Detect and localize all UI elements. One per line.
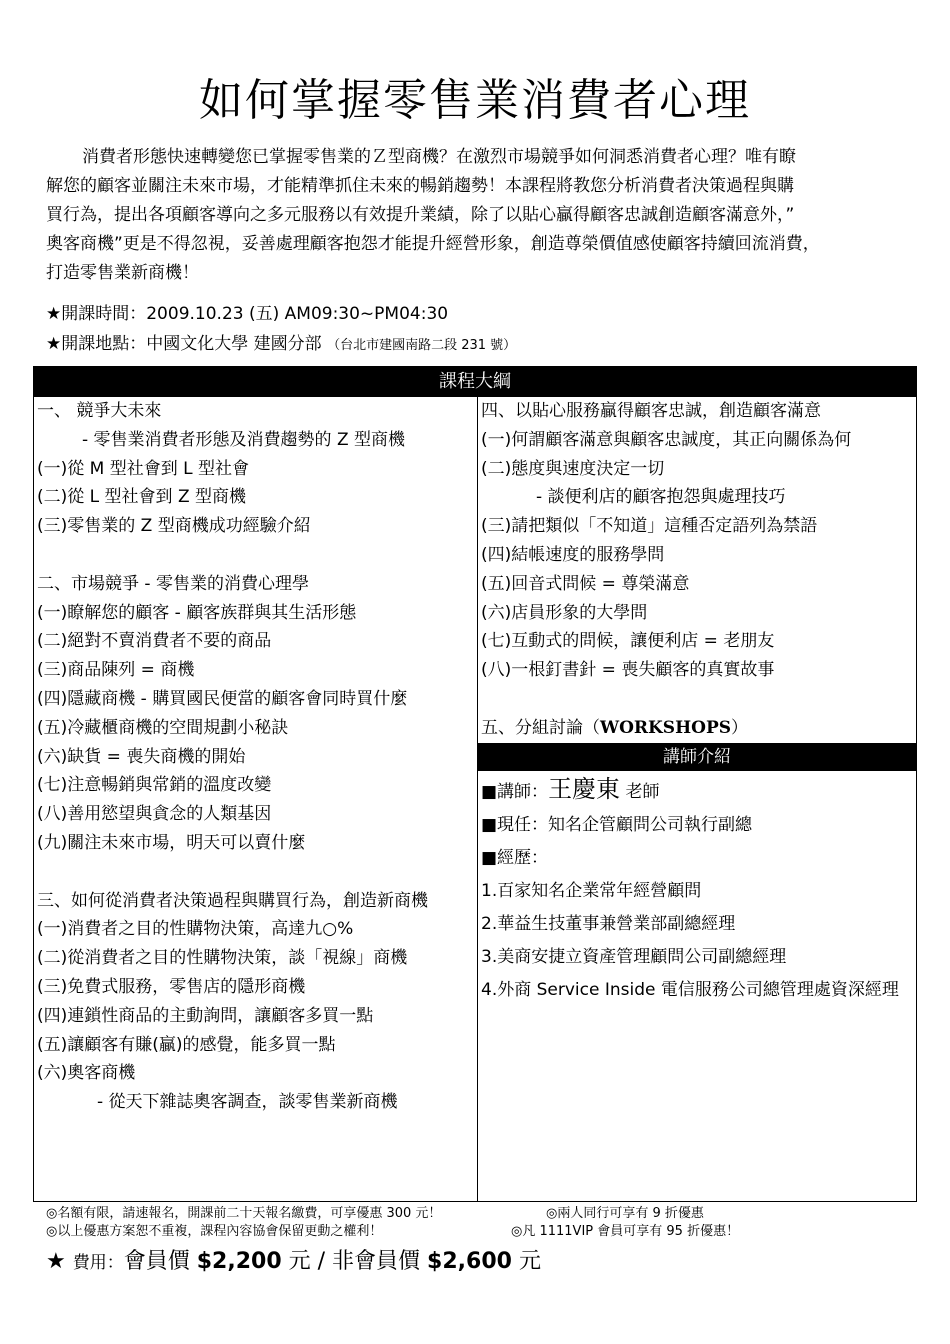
outline-item: (八)善用慾望與貪念的人類基因 [37,804,272,825]
intro-line: 奧客商機”更是不得忽視，妥善處理顧客抱怨才能提升經營形象，創造尊榮價值感使顧客持續回流消費， [46,234,820,254]
lecturer-title: 老師 [620,781,660,802]
outline-item: (四)隱藏商機 - 購買國民便當的顧客會同時買什麼 [37,688,408,709]
workshop-suffix: ） [731,717,749,738]
outline-item: (九)關注未來市場，明天可以賣什麼 [37,832,306,853]
outline-spacer [37,541,477,570]
outline-item: (二)從 L 型社會到 Z 型商機 [37,487,246,508]
lecturer-exp-item: 1.百家知名企業常年經營顧問 [481,880,702,901]
outline-item: (二)從消費者之目的性購物決策，談「視線」商機 [37,948,408,969]
lecturer-exp-label: ■經歷： [481,847,549,868]
outline-spacer [37,858,477,887]
lecturer-label: ■講師： [481,781,549,802]
outline-item: (一)瞭解您的顧客 - 顧客族群與其生活形態 [37,602,357,623]
intro-line: 打造零售業新商機！ [46,263,199,283]
outline-item: (三)請把類似「不知道」這種否定語列為禁語 [481,516,818,537]
outline-item: 三、如何從消費者決策過程與購買行為，創造新商機 [37,890,428,911]
outline-item: (七)互動式的問候，讓便利店 = 老朋友 [481,631,775,652]
intro-line: 買行為，提出各項顧客導向之多元服務以有效提升業績，除了以貼心贏得顧客忠誠創造顧客滿意外，” [46,205,795,225]
workshop-prefix: 五、分組討論（ [481,717,600,738]
fee-label: 費用： [72,1253,124,1273]
outline-item: (一)從 M 型社會到 L 型社會 [37,458,250,479]
outline-header: 課程大綱 [34,367,916,397]
outline-item: (三)零售業的 Z 型商機成功經驗介紹 [37,516,311,537]
outline-item: (四)結帳速度的服務學問 [481,544,665,565]
outline-item: (三)免費式服務，零售店的隱形商機 [37,976,306,997]
lecturer-header: 講師介紹 [478,743,916,771]
outline-item: (七)注意暢銷與常銷的溫度改變 [37,775,272,796]
outline-right-column [478,397,916,1201]
note-rights: ◎以上優惠方案恕不重複，課程內容協會保留更動之權利！ [46,1224,383,1239]
outline-item: (六)店員形象的大學問 [481,602,648,623]
outline-item: (二)絕對不賣消費者不要的商品 [37,631,272,652]
outline-item: - 談便利店的顧客抱怨與處理技巧 [536,487,786,508]
course-place-name: ★開課地點：中國文化大學 建國分部 [46,334,322,354]
lecturer-name: 王慶東 [548,774,621,803]
star-icon: ★ [46,1249,66,1274]
outline-item: (二)態度與速度決定一切 [481,458,665,479]
fee-member-price: $2,200 [196,1249,282,1274]
lecturer-exp-item: 2.華益生技董事兼營業部副總經理 [481,913,736,934]
outline-item: (五)讓顧客有賺(贏)的感覺，能多買一點 [37,1034,336,1055]
lecturer-name-line [481,773,916,809]
fee-nonmember-price: $2,600 [427,1249,512,1274]
outline-spacer [481,685,916,714]
lecturer-current: ■現任：知名企管顧問公司執行副總 [481,814,753,835]
outline-item: - 零售業消費者形態及消費趨勢的 Z 型商機 [82,429,405,450]
intro-paragraph [46,143,916,288]
notes [46,1205,916,1241]
fee-nonmember-label: 元 / 非會員價 [288,1249,428,1274]
outline-item: (六)奧客商機 [37,1063,136,1084]
outline-item: 二、市場競爭 - 零售業的消費心理學 [37,573,309,594]
outline-item: (四)連鎖性商品的主動詢問，讓顧客多買一點 [37,1005,374,1026]
outline-item: (五)回音式問候 = 尊榮滿意 [481,573,690,594]
outline-item: (六)缺貨 = 喪失商機的開始 [37,746,246,767]
course-place [46,329,516,354]
outline-item: - 從天下雜誌奧客調查，談零售業新商機 [97,1092,398,1113]
fee-unit: 元 [518,1249,541,1274]
outline-item: (三)商品陳列 = 商機 [37,660,195,681]
note-vip: ◎凡 1111VIP 會員可享有 95 折優惠！ [511,1224,740,1239]
outline-item: (一)消費者之目的性購物決策，高達九○% [37,919,354,940]
fee-line [46,1244,541,1275]
intro-line: 消費者形態快速轉變您已掌握零售業的Ｚ型商機？在激烈市場競爭如何洞悉消費者心理？唯有瞭 [82,147,796,167]
outline-item: (五)冷藏櫃商機的空間規劃小秘訣 [37,717,289,738]
workshop-item [481,714,916,743]
outline-item: 四、以貼心服務贏得顧客忠誠，創造顧客滿意 [481,401,821,421]
fee-member-label: 會員價 [123,1249,197,1274]
outline-left-column [34,397,478,1201]
course-outline-table [33,366,917,1202]
course-place-address: （台北市建國南路二段 231 號） [327,338,517,353]
course-time: ★開課時間：2009.10.23 (五) AM09:30~PM04:30 [46,304,449,324]
note-group: ◎兩人同行可享有 9 折優惠 [546,1206,704,1221]
outline-item: 一、 競爭大未來 [37,401,162,421]
outline-item: (八)一根釘書針 = 喪失顧客的真實故事 [481,660,775,681]
lecturer-exp-item: 3.美商安捷立資產管理顧問公司副總經理 [481,946,787,967]
workshop-en: WORKSHOPS [600,717,732,738]
page-title: 如何掌握零售業消費者心理 [199,75,751,126]
note-early-bird: ◎名額有限，請速報名，開課前二十天報名繳費，可享優惠 300 元！ [46,1206,442,1221]
intro-line: 解您的顧客並關注未來市場，才能精準抓住未來的暢銷趨勢！本課程將教您分析消費者決策過程與購 [46,176,794,196]
lecturer-exp-item: 4.外商 Service Inside 電信服務公司總管理處資深經理 [481,979,899,1000]
outline-item: (一)何謂顧客滿意與顧客忠誠度，其正向關係為何 [481,429,852,450]
